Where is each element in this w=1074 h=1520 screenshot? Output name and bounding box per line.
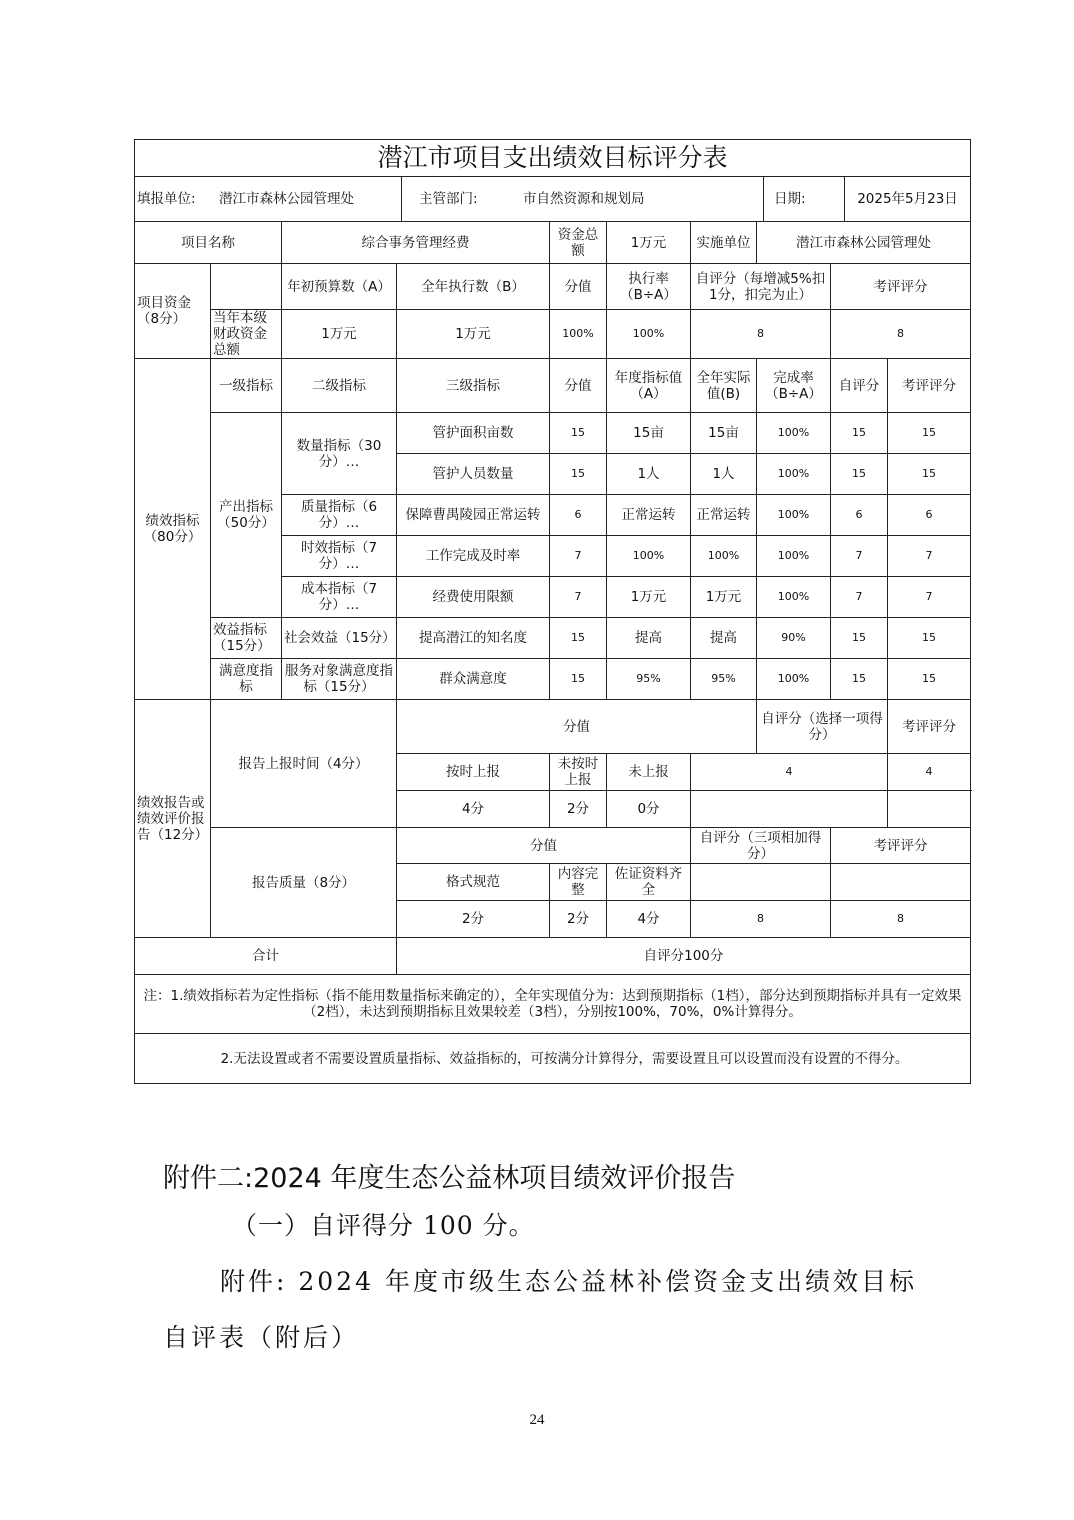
funds-col-rate: 执行率（B÷A） — [607, 264, 691, 310]
total-funds-value: 1万元 — [607, 222, 691, 264]
perf-rate: 100% — [757, 495, 831, 536]
perf-rate: 100% — [757, 659, 831, 700]
total-label: 合计 — [135, 938, 397, 975]
perf-target: 正常运转 — [607, 495, 691, 536]
satisfaction-label: 满意度指标 — [211, 659, 282, 700]
perf-actual: 95% — [691, 659, 757, 700]
perf-actual: 提高 — [691, 618, 757, 659]
report-quality-opt: 内容完整 — [550, 864, 607, 901]
perf-score: 6 — [550, 495, 607, 536]
perf-h7: 完成率（B÷A） — [757, 359, 831, 413]
perf-target: 100% — [607, 536, 691, 577]
report-time-pts: 2分 — [550, 791, 607, 828]
perf-self: 7 — [831, 536, 888, 577]
form-title: 潜江市项目支出绩效目标评分表 — [135, 140, 971, 177]
table-row — [135, 659, 971, 700]
unit-label: 填报单位: — [137, 191, 196, 207]
report-time-score-label: 分值 — [397, 700, 757, 754]
report-label: 绩效报告或绩效评价报告（12分） — [135, 700, 211, 938]
report-time-opt: 按时上报 — [397, 754, 550, 791]
perf-target: 15亩 — [607, 413, 691, 454]
perf-label: 绩效指标（80分） — [135, 359, 211, 700]
note-1: 注：1.绩效指标若为定性指标（指不能用数量指标来确定的），全年实现值分为：达到预期指标（1档），部分达到预期指标并具有一定效果（2档），未达到预期指标且效果较差（3档），分别按100%，70%，0%计算得分。 — [135, 975, 971, 1034]
perf-score: 15 — [550, 659, 607, 700]
report-time-opt: 未上报 — [607, 754, 691, 791]
perf-l3: 工作完成及时率 — [397, 536, 550, 577]
perf-target: 提高 — [607, 618, 691, 659]
report-time-self-label: 自评分（选择一项得分） — [757, 700, 888, 754]
funds-col-score: 分值 — [550, 264, 607, 310]
funds-label: 项目资金（8分） — [135, 264, 211, 359]
perf-review: 7 — [888, 536, 971, 577]
perf-score: 7 — [550, 577, 607, 618]
date-label: 日期: — [774, 191, 806, 207]
perf-l2: 质量指标（6分）… — [282, 495, 397, 536]
funds-rate: 100% — [607, 310, 691, 359]
perf-l3: 经费使用限额 — [397, 577, 550, 618]
funds-row-label: 当年本级财政资金总额 — [211, 310, 282, 359]
funds-col-b: 全年执行数（B） — [397, 264, 550, 310]
funds-col-review: 考评评分 — [831, 264, 971, 310]
output-label: 产出指标（50分） — [211, 413, 282, 618]
funds-score: 100% — [550, 310, 607, 359]
note-2: 2.无法设置或者不需要设置质量指标、效益指标的，可按满分计算得分，需要设置且可以设置而没有设置的不得分。 — [135, 1034, 971, 1084]
perf-actual: 1万元 — [691, 577, 757, 618]
page-number: 24 — [529, 1412, 545, 1428]
report-quality-pts: 2分 — [397, 901, 550, 938]
benefit-label: 效益指标（15分） — [211, 618, 282, 659]
perf-target: 95% — [607, 659, 691, 700]
project-name-value: 综合事务管理经费 — [282, 222, 550, 264]
attachment-heading: 附件二:2024 年度生态公益林项目绩效评价报告 — [163, 1163, 736, 1194]
perf-l3: 群众满意度 — [397, 659, 550, 700]
perf-h9: 考评评分 — [888, 359, 971, 413]
report-time-pts: 0分 — [607, 791, 691, 828]
perf-rate: 100% — [757, 413, 831, 454]
table-row — [135, 618, 971, 659]
perf-actual: 15亩 — [691, 413, 757, 454]
funds-self: 8 — [691, 310, 831, 359]
funds-col-a: 年初预算数（A） — [282, 264, 397, 310]
perf-score: 15 — [550, 413, 607, 454]
project-name-label: 项目名称 — [135, 222, 282, 264]
perf-l3: 提高潜江的知名度 — [397, 618, 550, 659]
perf-l3: 保障曹禺陵园正常运转 — [397, 495, 550, 536]
perf-score: 15 — [550, 454, 607, 495]
total-value: 自评分100分 — [397, 938, 971, 975]
report-quality-opt: 格式规范 — [397, 864, 550, 901]
perf-score: 15 — [550, 618, 607, 659]
dept-value: 市自然资源和规划局 — [523, 191, 645, 207]
perf-rate: 100% — [757, 454, 831, 495]
report-quality-review: 8 — [831, 901, 971, 938]
perf-h8: 自评分 — [831, 359, 888, 413]
report-time-label: 报告上报时间（4分） — [211, 700, 397, 828]
perf-self: 15 — [831, 454, 888, 495]
perf-h5: 年度指标值（A） — [607, 359, 691, 413]
date-value: 2025年5月23日 — [857, 191, 958, 207]
perf-rate: 100% — [757, 536, 831, 577]
perf-actual: 1人 — [691, 454, 757, 495]
attachment-line-1: 附件: 2024 年度市级生态公益林补偿资金支出绩效目标 — [220, 1267, 917, 1296]
perf-l2: 服务对象满意度指标（15分） — [282, 659, 397, 700]
perf-review: 15 — [888, 454, 971, 495]
perf-actual: 正常运转 — [691, 495, 757, 536]
perf-target: 1万元 — [607, 577, 691, 618]
funds-a: 1万元 — [282, 310, 397, 359]
perf-self: 7 — [831, 577, 888, 618]
perf-score: 7 — [550, 536, 607, 577]
table-row — [135, 413, 971, 454]
perf-review: 7 — [888, 577, 971, 618]
report-quality-score-label: 分值 — [397, 828, 691, 864]
perf-h4: 分值 — [550, 359, 607, 413]
attachment-line-2: 自评表（附后） — [163, 1323, 360, 1352]
funds-col-self: 自评分（每增减5%扣1分，扣完为止） — [691, 264, 831, 310]
perf-self: 15 — [831, 413, 888, 454]
perf-review: 6 — [888, 495, 971, 536]
perf-l2: 时效指标（7分）… — [282, 536, 397, 577]
perf-self: 15 — [831, 659, 888, 700]
perf-target: 1人 — [607, 454, 691, 495]
impl-unit-value: 潜江市森林公园管理处 — [757, 222, 971, 264]
perf-rate: 100% — [757, 577, 831, 618]
unit-value: 潜江市森林公园管理处 — [219, 191, 354, 207]
report-quality-opt: 佐证资料齐全 — [607, 864, 691, 901]
report-quality-pts: 4分 — [607, 901, 691, 938]
perf-self: 6 — [831, 495, 888, 536]
impl-unit-label: 实施单位 — [691, 222, 757, 264]
self-score-line: （一）自评得分 100 分。 — [232, 1211, 535, 1240]
report-time-pts: 4分 — [397, 791, 550, 828]
perf-l3: 管护人员数量 — [397, 454, 550, 495]
perf-l2: 数量指标（30分）… — [282, 413, 397, 495]
report-quality-label: 报告质量（8分） — [211, 828, 397, 938]
perf-l3: 管护面积亩数 — [397, 413, 550, 454]
total-funds-label: 资金总额 — [550, 222, 607, 264]
perf-rate: 90% — [757, 618, 831, 659]
perf-l2: 成本指标（7分）… — [282, 577, 397, 618]
report-time-review-label: 考评评分 — [888, 700, 971, 754]
perf-review: 15 — [888, 618, 971, 659]
funds-review: 8 — [831, 310, 971, 359]
report-quality-self-label: 自评分（三项相加得分） — [691, 828, 831, 864]
report-time-self: 4 — [691, 754, 888, 791]
perf-h3: 三级指标 — [397, 359, 550, 413]
performance-score-form — [134, 139, 970, 1084]
report-time-opt: 未按时上报 — [550, 754, 607, 791]
perf-review: 15 — [888, 659, 971, 700]
perf-h1: 一级指标 — [211, 359, 282, 413]
perf-h6: 全年实际值(B) — [691, 359, 757, 413]
perf-self: 15 — [831, 618, 888, 659]
funds-b: 1万元 — [397, 310, 550, 359]
report-quality-pts: 2分 — [550, 901, 607, 938]
report-time-review: 4 — [888, 754, 971, 791]
perf-h2: 二级指标 — [282, 359, 397, 413]
report-quality-review-label: 考评评分 — [831, 828, 971, 864]
perf-review: 15 — [888, 413, 971, 454]
score-table — [134, 139, 971, 1084]
perf-actual: 100% — [691, 536, 757, 577]
dept-label: 主管部门: — [419, 191, 478, 207]
report-quality-self: 8 — [691, 901, 831, 938]
perf-l2: 社会效益（15分） — [282, 618, 397, 659]
